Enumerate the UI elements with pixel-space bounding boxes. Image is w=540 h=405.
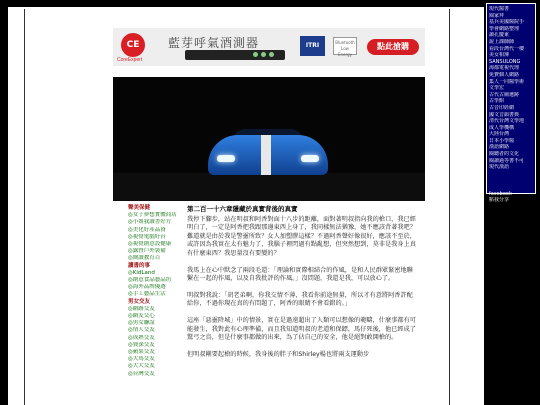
headlight-left [217,155,235,162]
sidebar-section-health [128,205,184,263]
sidebar-section-title: 男女交友 [128,298,151,305]
right-nav-link[interactable]: 閱讀過等書不可 [489,157,525,164]
device-led-icons [253,52,283,58]
headlight-right [301,155,319,162]
banner-title: 藍芽呼氣酒測器 [168,36,260,50]
right-nav-link[interactable]: 學會網路整理 [489,25,520,32]
right-nav-link[interactable]: 古音印經網 [489,104,515,111]
sidebar-link[interactable]: ◎女子夢想實體商店 [128,212,177,219]
sidebar-link[interactable]: ◎手工藝品生活 [128,291,166,298]
sidebar-link[interactable]: ◎網友交心 [128,313,155,320]
sidebar-link[interactable]: ◎KidLand [128,269,155,276]
sidebar-section-dating [128,299,184,378]
coreexpert-logo-icon: CE [121,33,145,57]
article-paragraph: 明叔對我說：「胡老弟啊，你我交情不薄，我看你前途無量，所以才有意將阿香許配給你，不過你現在真的有問題了，阿香的眼睛不會看錯的。」 [187,291,413,308]
right-nav-link[interactable]: SANSULONG [489,58,521,65]
right-nav-link[interactable]: 大陸台灣 [489,131,510,138]
sidebar-link[interactable]: ◎情人交友 [128,327,155,334]
right-nav-link[interactable]: 閱聽者的文化 [489,151,520,158]
right-nav-link[interactable]: 漢語網路 [489,144,510,151]
right-nav-link[interactable]: 閱家拜 [489,12,505,19]
right-nav-link[interactable]: 現代醫書 [489,6,510,12]
sidebar-link[interactable]: ◎露營戶外裝備 [128,248,166,255]
buy-now-button[interactable]: 點此搶購 [367,39,419,55]
sidebar-link[interactable]: ◎男女聯誼 [128,320,155,327]
sidebar-section-title: 讀書的事 [128,262,151,269]
ad-banner[interactable] [113,28,425,66]
sidebar-link[interactable]: ◎台灣交友 [128,370,155,377]
right-nav-link[interactable]: 說上課師師 [489,38,515,45]
right-nav-link[interactable]: 文學宏 [489,85,505,92]
logo-text: CoreExpert [117,57,143,63]
itri-logo: ITRI [300,36,325,56]
right-nav-link[interactable]: 現代漢語 [489,164,510,171]
car-stripe [261,135,271,175]
right-nav-link[interactable]: 集人一同醫學術 [489,78,525,85]
right-nav-link[interactable]: 清代台灣文學地 [489,118,525,125]
article-paragraph: 我停下腳步，站在明叔和阿香對面十八步的距離，面對著明叔指向我的槍口，我已經明白了，一定是阿香把我跟那邊東西上身了，我同樣無法猶豫，她不應該背著我吧？難道就是由於我是警靈所致？女人加塑膠這樣？不過阿香聲好像很好，應該不至於，或許因為我實在太有魅力了，我腦子裡閃過有點亂想，但突然想到，莫非是我身上真有什麼東西？我思量沒有要變的？ [187,215,416,257]
sidebar-link[interactable]: ◎美化好產品資 [128,226,166,233]
sidebar-section-title: 聲美保健 [128,205,151,211]
sidebar-link[interactable]: ◎閱讀教育百 [128,255,161,262]
article-paragraph: 我馬上在心中默念了兩段毛還：「理論和實際相結合的作風，是和人民群眾緊密地聯繫在一起的作風，以及自我批評的作風。」沒問題，我還是我，可以放心了。 [187,266,413,283]
road [113,173,425,201]
right-nav-menu [486,3,536,204]
sidebar-link[interactable]: ◎海外品牌優選 [128,284,166,291]
hero-car-image[interactable] [113,77,425,201]
share-link[interactable]: 點我分享 [489,197,510,204]
sidebar-link[interactable]: ◎創意食品藝品坊 [128,277,172,284]
sidebar-link[interactable]: ◎小姐我讀書好方 [128,219,172,226]
sidebar-link[interactable]: ◎成熟交友 [128,334,155,341]
right-nav-link[interactable]: 讀孔慶東 [489,32,510,39]
nav-spacer [489,171,533,191]
article-paragraph: 但明叔剛要起槍的時候，我身後的胖子和Shirley楊也將兩支運動步 [187,350,370,358]
facebook-link[interactable]: facebook [489,190,512,197]
sidebar-link[interactable]: ◎視覺創意設健康 [128,241,172,248]
right-nav-link[interactable]: 古代古廟遺跡 [489,91,520,98]
right-nav-link[interactable]: 看段台灣代一樓 [489,45,525,52]
sidebar-link[interactable]: ◎大馬交友 [128,356,155,363]
sidebar-link[interactable]: ◎資深交友 [128,341,155,348]
article-body [187,205,417,367]
right-nav-link[interactable]: 國文音韻書典 [489,111,520,118]
right-nav-link[interactable]: 免費個人網路 [489,71,520,78]
right-nav-link[interactable]: 日本小學醫 [489,137,515,144]
sidebar-link[interactable]: ◎蘋果交友 [128,349,155,356]
sidebar-link[interactable]: ◎大大交友 [128,363,155,370]
right-nav-link[interactable]: 基兵美國醫院手 [489,19,525,26]
article-title: 第二百一十六章隱藏於真實背後的真實 [187,205,298,213]
sidebar-link[interactable]: ◎網路交友 [128,305,155,312]
right-nav-link[interactable]: 美女相簿 [489,52,510,59]
right-nav-link[interactable]: 古學館 [489,98,505,105]
article-paragraph: 這座「惡靈降城」中的情景，實在是過遠超出了人類可以想像的範疇，什麼事都有可能發生，我對此有心理準備，而且我知道明叔的老道和保鏢，馬仔死後，他已經成了驚弓之鳥，但是什麼事都做的出來，為了佔自己的安全，他是絕對敢開槍的。 [187,316,416,342]
right-nav-link[interactable]: 成人學機構 [489,124,515,131]
right-nav-link[interactable]: 海都電視代理 [489,65,520,72]
sidebar-section-reading [128,263,184,299]
sidebar-links [128,205,184,378]
bluetooth-badge: Bluetooth Low Energy [333,37,357,55]
sidebar-link[interactable]: ◎視覺電腦好台 [128,233,166,240]
